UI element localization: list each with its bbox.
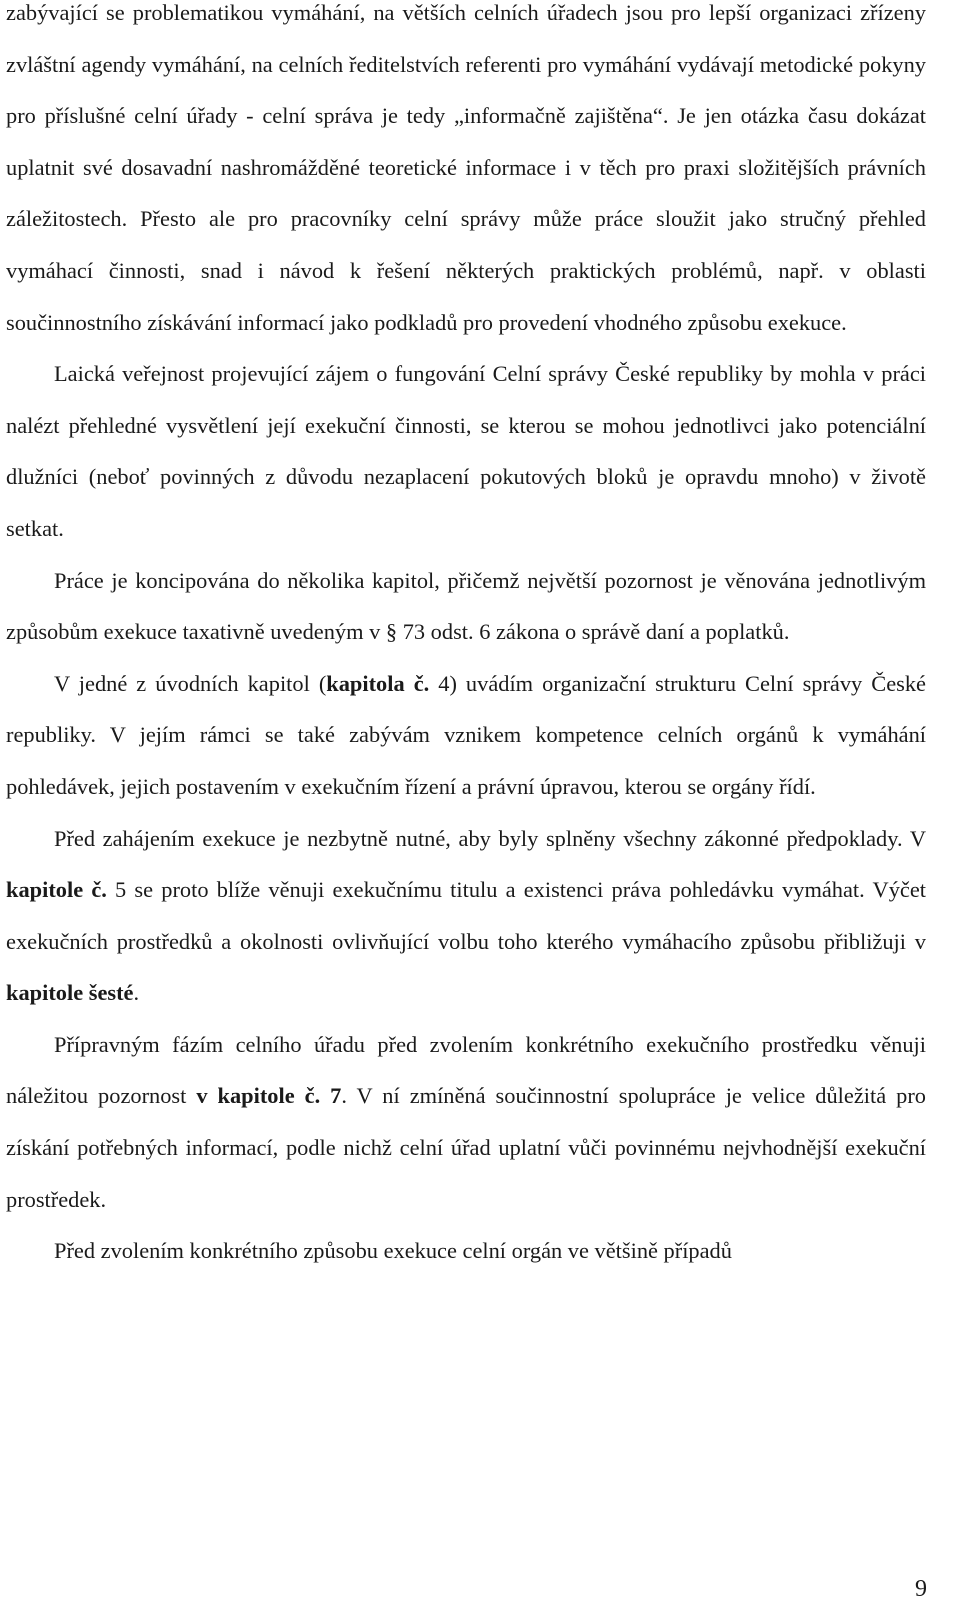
paragraph-1: [6, 0, 926, 348]
paragraph-6-text-a: Přípravným fázím celního úřadu před zvolením konkrétního exekučního prostředku věnuji náležitou pozornost: [6, 1031, 926, 1109]
paragraph-4: [6, 658, 926, 813]
paragraph-3-text: Práce je koncipována do několika kapitol, přičemž největší pozornost je věnována jednotlivým způsobům exekuce taxativně uvedeným v § 73 odst. 6 zákona o správě daní a poplatků.: [6, 567, 926, 645]
paragraph-5-text-a: Před zahájením exekuce je nezbytně nutné, aby byly splněny všechny zákonné předpoklady. V: [54, 825, 926, 851]
paragraph-5-bold-chapter-six: kapitole šesté: [6, 980, 134, 1006]
paragraph-6-bold-chapter-ref: v kapitole č. 7: [196, 1083, 342, 1109]
paragraph-5: [6, 813, 926, 1019]
document-page: [6, 0, 926, 1277]
paragraph-1-text: zabývající se problematikou vymáhání, na větších celních úřadech jsou pro lepší organizaci zřízeny zvláštní agendy vymáhání, na celních ředitelstvích referenti pro vymáhání vydávají metodické pokyny pro příslušné celní úřady - celní správa je tedy „informačně zajištěna“. Je jen otázka času dokázat uplatnit své dosavadní nashromážděné teoretické informace i v těch pro praxi složitějších právních záležitostech. Přesto ale pro pracovníky celní správy může práce sloužit jako stručný přehled vymáhací činnosti, snad i návod k řešení některých praktických problémů, např. v oblasti součinnostního získávání informací jako podkladů pro provedení vhodného způsobu exekuce.: [6, 0, 926, 335]
paragraph-4-text-a: V jedné z úvodních kapitol (: [54, 670, 327, 696]
paragraph-3: [6, 555, 926, 658]
paragraph-6: [6, 1019, 926, 1225]
paragraph-4-bold-chapter-ref: kapitola č.: [326, 670, 430, 696]
paragraph-4-text-b: 4) uvádím organizační strukturu Celní správy České republiky. V jejím rámci se také zabývám vznikem kompetence celních orgánů k vymáhání pohledávek, jejich postavením v exekučním řízení a právní úpravou, kterou se orgány řídí.: [6, 670, 926, 799]
paragraph-2: [6, 348, 926, 554]
paragraph-5-bold-chapter-ref: kapitole č.: [6, 877, 107, 903]
paragraph-5-text-b: 5 se proto blíže věnuji exekučnímu titulu a existenci práva pohledávku vymáhat. Výčet exekučních prostředků a okolnosti ovlivňující volbu toho kterého vymáhacího způsobu přibližuji v: [6, 877, 926, 954]
page-number: 9: [915, 1576, 927, 1602]
paragraph-7: [6, 1225, 926, 1277]
paragraph-5-text-c: .: [133, 980, 140, 1006]
paragraph-2-text: Laická veřejnost projevující zájem o fungování Celní správy České republiky by mohla v práci nalézt přehledné vysvětlení její exekuční činnosti, se kterou se mohou jednotlivci jako potenciální dlužníci (neboť povinných z důvodu nezaplacení pokutových bloků je opravdu mnoho) v životě setkat.: [6, 361, 926, 541]
paragraph-6-text-b: . V ní zmíněná součinnostní spolupráce je velice důležitá pro získání potřebných informací, podle nichž celní úřad uplatní vůči povinnému nejvhodnější exekuční prostředek.: [6, 1083, 926, 1212]
paragraph-7-text: Před zvolením konkrétního způsobu exekuce celní orgán ve většině případů: [54, 1238, 732, 1264]
